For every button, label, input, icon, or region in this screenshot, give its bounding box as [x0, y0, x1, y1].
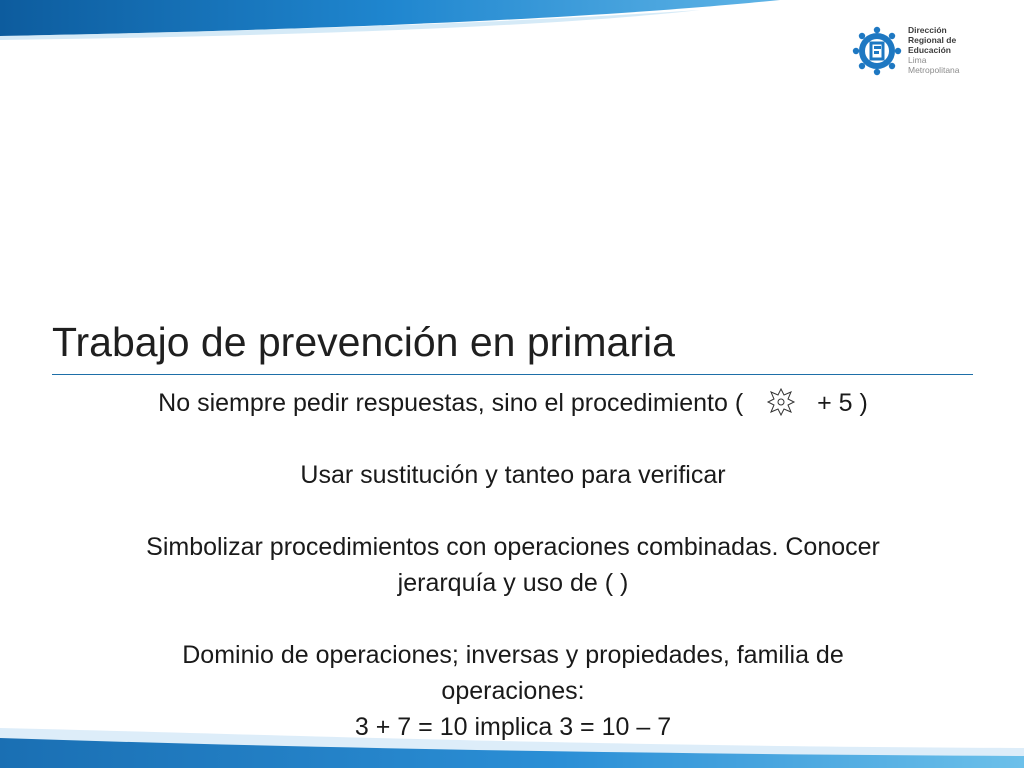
slide-title: Trabajo de prevención en primaria	[52, 319, 675, 365]
logo-text	[908, 25, 960, 75]
paragraph-operations-line2: operaciones:	[441, 677, 585, 705]
logo-line: Educación	[908, 45, 951, 55]
sun-symbol-icon	[766, 387, 796, 417]
logo-line: Regional de	[908, 35, 957, 45]
drelm-logo	[850, 22, 980, 82]
paragraph-operations-line3: 3 + 7 = 10 implica 3 = 10 – 7	[354, 713, 672, 741]
paragraph-symbolize-line2: jerarquía y uso de ( )	[397, 569, 629, 597]
slide-body	[40, 385, 986, 745]
drelm-logo-icon	[850, 24, 904, 78]
logo-line: Dirección	[908, 25, 947, 35]
placeholder-symbol	[750, 389, 810, 415]
logo-line: Lima	[908, 55, 927, 65]
logo-line: Metropolitana	[908, 65, 960, 75]
paragraph-operations-line1: Dominio de operaciones; inversas y propiedades, familia de	[182, 641, 844, 669]
paragraph-procedure-suffix: + 5 )	[817, 389, 868, 417]
paragraph-procedure	[40, 385, 986, 421]
paragraph-symbolize-line1: Simbolizar procedimientos con operaciones combinadas. Conocer	[146, 533, 880, 561]
paragraph-procedure-text: No siempre pedir respuestas, sino el procedimiento (	[158, 389, 744, 417]
bottom-wave-decoration	[0, 708, 1024, 768]
paragraph-substitution: Usar sustitución y tanteo para verificar	[300, 461, 726, 489]
title-divider	[52, 374, 973, 375]
